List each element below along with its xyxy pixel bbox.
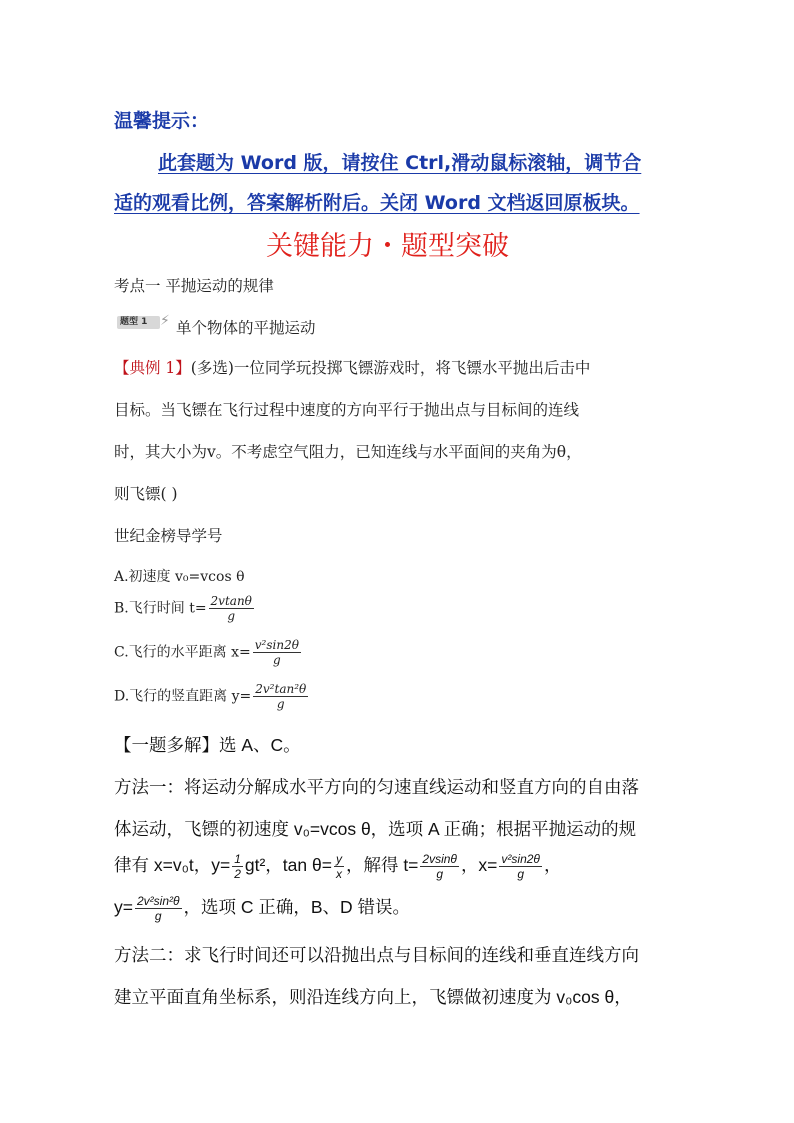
method1-line-3: 律有 x=v₀t，y= $\frac{1}{2}$ gt²，tan θ= $\frac{y}{x}$ ，解得 t= $\frac{2vsin\theta}{g}$ ，x= $\frac{\text{v²sin2θ}}{g}$ ， [114, 852, 562, 881]
fraction: $\frac{1}{2}$ [234, 852, 241, 881]
type-badge: 题型 1 [117, 316, 160, 329]
option-a: A.初速度 v₀=vcos θ [114, 569, 245, 585]
fraction: $\frac{y}{x}$ [335, 852, 342, 881]
solution-tag: 【一题多解】 [114, 735, 219, 755]
example-line-1: 【典例 1】(多选)一位同学玩投掷飞镖游戏时，将飞镖水平抛出后击中 [114, 359, 591, 377]
solution-answer: 选 A、C。 [219, 735, 301, 755]
type-title: 单个物体的平抛运动 [176, 319, 316, 337]
lightning-icon: ⚡ [160, 313, 170, 329]
method2-line-2: 建立平面直角坐标系，则沿连线方向上，飞镖做初速度为 v₀cos θ， [114, 987, 632, 1007]
example-line-3: 时，其大小为v。不考虑空气阻力，已知连线与水平面间的夹角为θ， [114, 443, 582, 461]
tip-line-1: 此套题为 Word 版，请按住 Ctrl,滑动鼠标滚轴，调节合 [158, 152, 642, 174]
solution-header [114, 732, 301, 757]
option-c: C.飞行的水平距离 x= $\frac{\text{v²sin2θ}}{g}$ [114, 638, 299, 667]
fraction: $\frac{\text{2v²tan²θ}}{g}$ [255, 682, 307, 711]
fraction: $\frac{2vtan\theta}{g}$ [210, 594, 252, 623]
section-title: 考点一 平抛运动的规律 [114, 277, 274, 295]
option-d: D.飞行的竖直距离 y= $\frac{\text{2v²tan²θ}}{g}$ [114, 682, 307, 711]
method1-line-2: 体运动，飞镖的初速度 v₀=vcos θ，选项 A 正确；根据平抛运动的规 [114, 819, 637, 839]
page-headline: 关键能力・题型突破 [266, 231, 509, 262]
example-tag: 【典例 1】 [114, 359, 191, 377]
method1-line-1: 方法一：将运动分解成水平方向的匀速直线运动和竖直方向的自由落 [114, 777, 639, 797]
method1-line-4: y= $\frac{\text{2v²sin²θ}}{g}$ ，选项 C 正确，B、D 错误。 [114, 894, 411, 923]
example-source: 世纪金榜导学号 [114, 527, 223, 545]
fraction: $\frac{2vsin\theta}{g}$ [422, 852, 457, 881]
option-b: B.飞行时间 t= $\frac{2vtan\theta}{g}$ [114, 594, 252, 623]
tip-title: 温馨提示： [114, 110, 210, 132]
example-line-2: 目标。当飞镖在飞行过程中速度的方向平行于抛出点与目标间的连线 [114, 401, 580, 419]
tip-line-2: 适的观看比例，答案解析附后。关闭 Word 文档返回原板块。 [114, 192, 640, 214]
fraction: $\frac{\text{v²sin2θ}}{g}$ [254, 638, 299, 667]
example-line-4: 则飞镖( ) [114, 485, 178, 503]
fraction: $\frac{\text{2v²sin²θ}}{g}$ [136, 894, 180, 923]
method2-line-1: 方法二：求飞行时间还可以沿抛出点与目标间的连线和垂直连线方向 [114, 945, 639, 965]
fraction: $\frac{\text{v²sin2θ}}{g}$ [501, 852, 540, 881]
